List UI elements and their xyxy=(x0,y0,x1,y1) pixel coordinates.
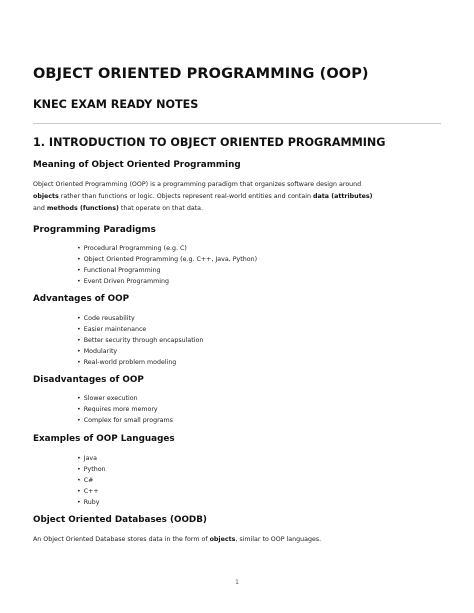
disadvantages-heading: Disadvantages of OOP xyxy=(33,375,144,385)
meaning-methods-bold: methods (functions) xyxy=(46,205,119,212)
paradigms-list xyxy=(77,243,257,287)
oodb-paragraph xyxy=(33,534,441,546)
oodb-objects-bold: objects xyxy=(209,536,236,543)
oodb-text-2: , similar to OOP languages. xyxy=(235,536,322,543)
meaning-heading: Meaning of Object Oriented Programming xyxy=(33,160,241,170)
list-item: • C# xyxy=(77,475,106,486)
list-item: • Better security through encapsulation xyxy=(77,335,203,346)
advantages-heading: Advantages of OOP xyxy=(33,294,130,304)
document-title: OBJECT ORIENTED PROGRAMMING (OOP) xyxy=(33,66,369,82)
advantages-list xyxy=(77,313,203,368)
list-item: • C++ xyxy=(77,486,106,497)
meaning-text-and: and xyxy=(33,205,47,212)
list-item: • Object Oriented Programming (e.g. C++, Java, Python) xyxy=(77,254,257,265)
list-item: • Complex for small programs xyxy=(77,415,173,426)
meaning-text-1: Object Oriented Programming (OOP) is a programming paradigm that organizes software design around xyxy=(33,181,362,188)
list-item: • Procedural Programming (e.g. C) xyxy=(77,243,257,254)
list-item: • Real-world problem modeling xyxy=(77,357,203,368)
list-item: • Code reusability xyxy=(77,313,203,324)
list-item: • Easier maintenance xyxy=(77,324,203,335)
languages-list xyxy=(77,453,106,508)
list-item: • Functional Programming xyxy=(77,265,257,276)
list-item: • Modularity xyxy=(77,346,203,357)
divider xyxy=(33,123,441,124)
meaning-data-bold: data (attributes) xyxy=(313,193,373,200)
page-number: 1 xyxy=(234,579,239,586)
section-heading: 1. INTRODUCTION TO OBJECT ORIENTED PROGRAMMING xyxy=(33,136,386,149)
disadvantages-list xyxy=(77,393,173,426)
meaning-paragraph xyxy=(33,179,441,215)
languages-heading: Examples of OOP Languages xyxy=(33,434,175,444)
meaning-text-3: that operate on that data. xyxy=(118,205,204,212)
document-subtitle: KNEC EXAM READY NOTES xyxy=(33,98,199,111)
list-item: • Java xyxy=(77,453,106,464)
meaning-text-2: rather than functions or logic. Objects represent real-world entities and contain xyxy=(58,193,313,200)
oodb-text-1: An Object Oriented Database stores data in the form of xyxy=(33,536,210,543)
meaning-objects-bold: objects xyxy=(33,193,59,200)
paradigms-heading: Programming Paradigms xyxy=(33,225,156,235)
oodb-heading: Object Oriented Databases (OODB) xyxy=(33,515,207,525)
list-item: • Python xyxy=(77,464,106,475)
list-item: • Ruby xyxy=(77,497,106,508)
list-item: • Requires more memory xyxy=(77,404,173,415)
list-item: • Event Driven Programming xyxy=(77,276,257,287)
list-item: • Slower execution xyxy=(77,393,173,404)
